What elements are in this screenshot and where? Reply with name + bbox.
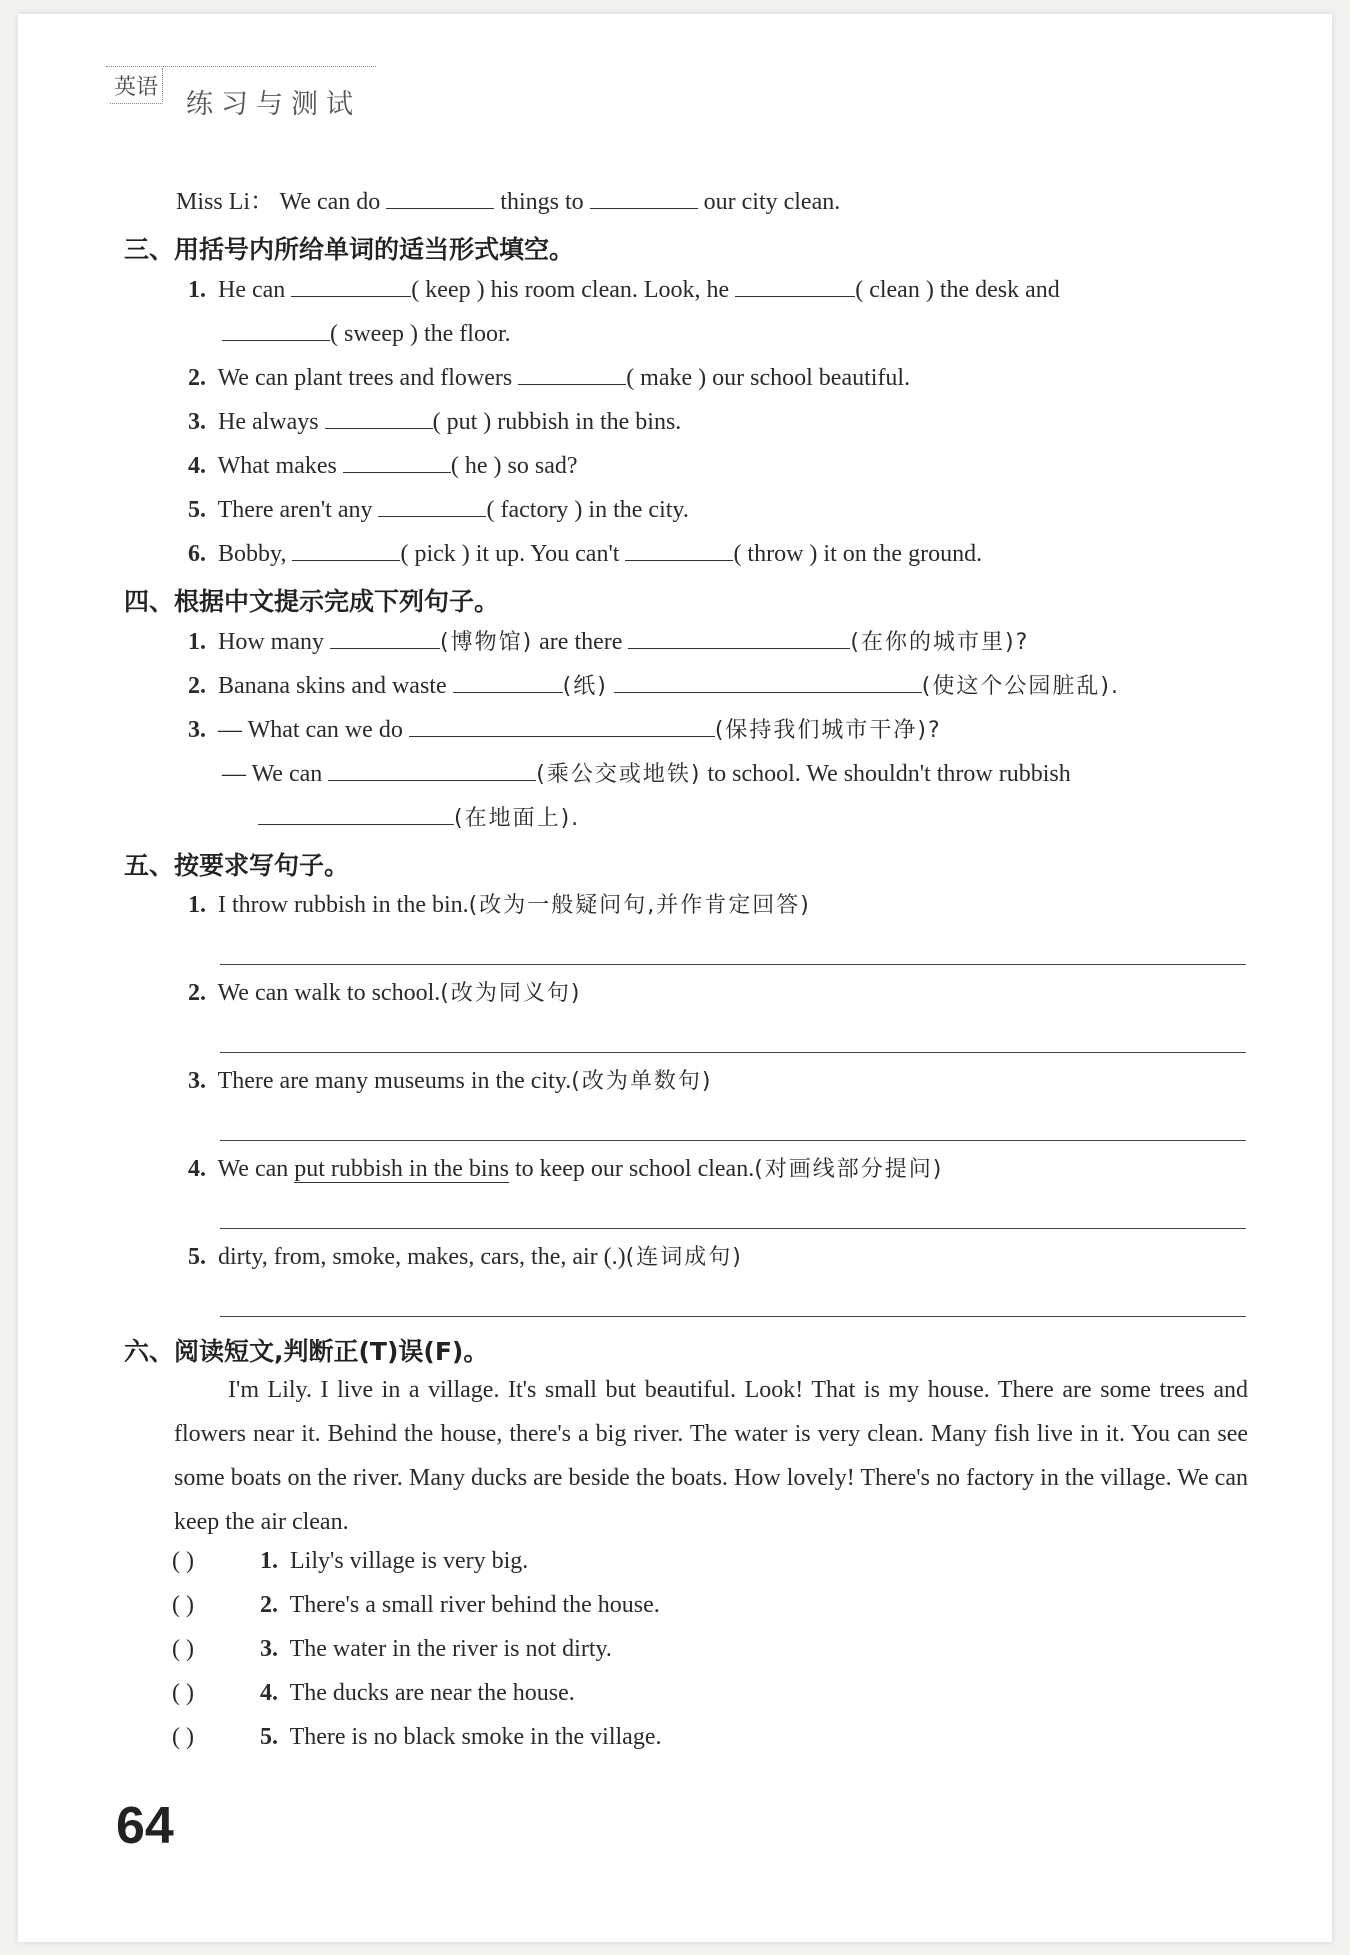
section-6-title: 六、阅读短文,判断正(T)误(F)。 <box>124 1337 489 1366</box>
text-part: Banana skins and waste <box>218 673 447 699</box>
instruction-hint: (连词成句) <box>625 1245 743 1270</box>
answer-blank[interactable] <box>328 758 536 781</box>
answer-parentheses[interactable]: ( ) <box>172 1592 194 1618</box>
text-part: ( he ) so sad? <box>450 453 578 479</box>
tf-item <box>172 1592 660 1619</box>
text-part: Bobby, <box>218 541 287 567</box>
chinese-hint: (在你的城市里)? <box>850 630 1030 655</box>
sec3-question-2 <box>188 362 910 393</box>
text-part: ( pick ) it up. You can't <box>400 541 620 567</box>
answer-blank[interactable] <box>409 714 715 737</box>
chinese-hint: (使这个公园脏乱). <box>921 674 1120 699</box>
sec3-question-1-cont <box>222 318 511 349</box>
text-part: to keep our school clean. <box>514 1156 755 1182</box>
instruction-hint: (改为同义句) <box>440 981 582 1006</box>
answer-parentheses[interactable]: ( ) <box>172 1680 194 1706</box>
sec5-question-4 <box>188 1154 943 1185</box>
chinese-hint: (乘公交或地铁) <box>536 762 702 787</box>
question-number: 6. <box>188 541 206 567</box>
tf-item <box>172 1724 661 1751</box>
question-number: 2. <box>188 365 206 391</box>
section-5-title: 五、按要求写句子。 <box>124 851 350 880</box>
text-part: ( factory ) in the city. <box>486 497 689 523</box>
question-number: 4. <box>260 1680 278 1706</box>
question-number: 3. <box>188 717 206 743</box>
sec4-question-2 <box>188 670 1120 702</box>
page-number: 64 <box>116 1797 174 1855</box>
text-part: There are many museums in the city. <box>217 1068 572 1094</box>
question-number: 1. <box>260 1548 278 1574</box>
text-part: dirty, from, smoke, makes, cars, the, air (.) <box>218 1244 626 1270</box>
question-number: 3. <box>188 1068 206 1094</box>
answer-line[interactable] <box>220 1228 1246 1229</box>
speaker: Miss Li <box>176 189 251 215</box>
question-number: 2. <box>260 1592 278 1618</box>
question-number: 1. <box>188 892 206 918</box>
text-part: ( clean ) the desk and <box>855 277 1060 303</box>
question-number: 1. <box>188 277 206 303</box>
sec3-question-4 <box>188 450 578 481</box>
text-part: things to <box>500 189 584 215</box>
text-part: ( keep ) his room clean. Look, he <box>411 277 730 303</box>
text-part: How many <box>218 629 324 655</box>
colon: ： <box>250 189 275 215</box>
sec3-question-6 <box>188 538 982 569</box>
question-number: 3. <box>260 1636 278 1662</box>
sec5-question-5 <box>188 1242 743 1273</box>
section-3-title: 三、用括号内所给单词的适当形式填空。 <box>124 235 575 264</box>
question-number: 5. <box>260 1724 278 1750</box>
tf-item <box>172 1636 612 1663</box>
statement-text: There is no black smoke in the village. <box>289 1724 662 1750</box>
tf-item <box>172 1680 575 1707</box>
answer-blank[interactable] <box>343 450 451 473</box>
tf-item <box>172 1548 528 1575</box>
sec5-question-2 <box>188 978 581 1009</box>
chinese-hint: (纸) <box>562 674 608 699</box>
question-number: 1. <box>188 629 206 655</box>
sec4-question-3-reply <box>222 758 1071 790</box>
answer-blank[interactable] <box>258 802 454 825</box>
answer-line[interactable] <box>220 1140 1246 1141</box>
sec4-question-3-cont <box>258 802 580 834</box>
answer-blank[interactable] <box>735 274 855 297</box>
question-number: 5. <box>188 1244 206 1270</box>
answer-blank[interactable] <box>518 362 626 385</box>
sec3-question-1 <box>188 274 1060 305</box>
reading-passage <box>174 1368 1248 1544</box>
question-number: 3. <box>188 409 206 435</box>
sec3-question-5 <box>188 494 689 525</box>
answer-line[interactable] <box>220 964 1246 965</box>
answer-blank[interactable] <box>590 186 698 209</box>
question-number: 4. <box>188 453 206 479</box>
top-dialogue-line <box>176 186 840 217</box>
answer-blank[interactable] <box>453 670 563 693</box>
answer-blank[interactable] <box>625 538 733 561</box>
answer-parentheses[interactable]: ( ) <box>172 1548 194 1574</box>
answer-blank[interactable] <box>292 538 400 561</box>
text-part: There aren't any <box>217 497 373 523</box>
text-part: We can walk to school. <box>217 980 441 1006</box>
question-number: 2. <box>188 980 206 1006</box>
text-part: to school. We shouldn't throw rubbish <box>707 761 1071 787</box>
text-part: ( make ) our school beautiful. <box>626 365 911 391</box>
sec5-question-1 <box>188 890 811 921</box>
statement-text: Lily's village is very big. <box>290 1548 529 1574</box>
book-title: 练习与测试 <box>186 89 361 120</box>
answer-parentheses[interactable]: ( ) <box>172 1636 194 1662</box>
underlined-phrase: put rubbish in the bins <box>294 1156 509 1182</box>
instruction-hint: (对画线部分提问) <box>754 1157 944 1182</box>
answer-blank[interactable] <box>614 670 922 693</box>
instruction-hint: (改为一般疑问句,并作肯定回答) <box>468 893 811 918</box>
sec3-question-3 <box>188 406 681 437</box>
answer-blank[interactable] <box>291 274 411 297</box>
text-part: He can <box>218 277 286 303</box>
section-4-title: 四、根据中文提示完成下列句子。 <box>124 587 500 616</box>
answer-line[interactable] <box>220 1316 1246 1317</box>
text-part: ( sweep ) the floor. <box>330 321 511 347</box>
answer-parentheses[interactable]: ( ) <box>172 1724 194 1750</box>
statement-text: The water in the river is not dirty. <box>289 1636 612 1662</box>
text-part: We can <box>217 1156 289 1182</box>
page-header <box>106 66 376 120</box>
statement-text: The ducks are near the house. <box>289 1680 575 1706</box>
answer-blank[interactable] <box>378 494 486 517</box>
sec4-question-3 <box>188 714 942 746</box>
text-part: I throw rubbish in the bin. <box>218 892 469 918</box>
text-part: What makes <box>217 453 337 479</box>
question-number: 5. <box>188 497 206 523</box>
question-number: 2. <box>188 673 206 699</box>
chinese-hint: (保持我们城市干净)? <box>714 718 942 743</box>
answer-blank[interactable] <box>628 626 850 649</box>
passage-text: I'm Lily. I live in a village. It's small but beautiful. Look! That is my house. There are some trees and flowers near it. Behind the house, there's a big river. The water is very clean. Many fish live in it. You can see some boats on the river. Many ducks are beside the boats. How lovely! There's no factory in the village. We can keep the air clean. <box>174 1377 1248 1535</box>
sec4-question-1 <box>188 626 1029 658</box>
answer-line[interactable] <box>220 1052 1246 1053</box>
text-part: We can do <box>279 189 381 215</box>
text-part: — What can we do <box>218 717 403 743</box>
subject-tag: 英语 <box>110 68 163 104</box>
text-part: our city clean. <box>703 189 841 215</box>
statement-text: There's a small river behind the house. <box>289 1592 660 1618</box>
text-part: ( throw ) it on the ground. <box>733 541 983 567</box>
sec5-question-3 <box>188 1066 712 1097</box>
chinese-hint: (在地面上). <box>454 806 581 831</box>
header-dotted-rule <box>106 66 376 67</box>
answer-blank[interactable] <box>386 186 494 209</box>
chinese-hint: (博物馆) <box>439 630 534 655</box>
instruction-hint: (改为单数句) <box>571 1069 713 1094</box>
text-part: are there <box>539 629 623 655</box>
text-part: — We can <box>222 761 323 787</box>
text-part: ( put ) rubbish in the bins. <box>432 409 682 435</box>
answer-blank[interactable] <box>330 626 440 649</box>
text-part: We can plant trees and flowers <box>217 365 513 391</box>
question-number: 4. <box>188 1156 206 1182</box>
text-part: He always <box>218 409 319 435</box>
answer-blank[interactable] <box>325 406 433 429</box>
answer-blank[interactable] <box>222 318 330 341</box>
